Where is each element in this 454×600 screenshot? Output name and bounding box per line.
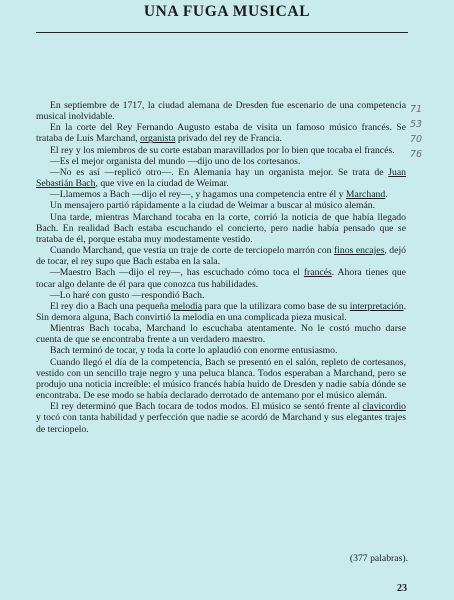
underlined-word: clavicordio (362, 401, 406, 413)
paragraph-text: Mientras Bach tocaba, Marchand lo escuchaba atentamente. No le costó mucho darse cuenta de que se encontraba frente a un verdadero maestro. (36, 323, 406, 346)
paragraph-text: En septiembre de 1717, la ciudad alemana de Dresden fue escenario de una competencia musical inolvidable. (36, 100, 406, 123)
page-number: 23 (397, 583, 407, 594)
paragraph (36, 401, 406, 434)
paragraph-text: . (385, 189, 388, 201)
paragraph (36, 145, 406, 156)
paragraph-text: El rey y los miembros de su corte estaban maravillados por lo bien que tocaba el francés. (50, 144, 395, 156)
paragraph-text: . Ahora tienes que tocar algo delante de él para que conozca tus habilidades. (36, 267, 406, 290)
paragraph (36, 357, 406, 402)
paragraph (36, 345, 406, 356)
paragraph-text: El rey dio a Bach una pequeña (50, 300, 171, 312)
paragraph (36, 200, 406, 211)
paragraph-text: En la corte del Rey Fernando Augusto estaba de visita un famoso músico francés. Se trataba de Luis Marchand, (36, 122, 406, 145)
paragraph (36, 167, 406, 189)
paragraph (36, 100, 406, 122)
paragraph-text: —Lo haré con gusto —respondió Bach. (50, 289, 205, 301)
paragraph (36, 122, 406, 144)
paragraph-text: y tocó con tanta habilidad y perfección que nadie se acordó de Marchand y sus elegantes trajes de terciopelo. (36, 412, 406, 435)
paragraph-text: para que la utilizara como base de su (202, 300, 350, 312)
paragraph (36, 156, 406, 167)
paragraph (36, 301, 406, 323)
title-rule (36, 32, 408, 33)
page-title: UNA FUGA MUSICAL (143, 3, 311, 20)
paragraph-text: privado del rey de Francia. (175, 133, 282, 145)
margin-note-2: 53 (410, 119, 423, 130)
margin-note-4: 76 (410, 149, 423, 160)
underlined-word: organista (140, 133, 176, 145)
paragraph-text: Una tarde, mientras Marchand tocaba en la corte, corrió la noticia de que había llegado Bach. En realidad Bach estaba escuchando el concierto, pero nadie había pensado que se trataba de él, porque estaba muy modestamente vestido. (36, 211, 406, 245)
story-body (36, 100, 406, 435)
margin-note-1: 71 (410, 104, 423, 115)
paragraph (36, 323, 406, 345)
underlined-word: interpretación (349, 300, 404, 312)
paragraph-text: —Es el mejor organista del mundo —dijo uno de los cortesanos. (50, 155, 301, 167)
paragraph-text: —No es así —replicó otro—. En Alemania hay un organista mejor. Se trata de (50, 166, 389, 178)
paragraph-text: . Sin demora alguna, Bach convirtió la melodía en una complicada pieza musical. (36, 300, 406, 323)
paragraph-text: , que vive en la ciudad de Weimar. (95, 178, 229, 190)
paragraph-text: Cuando Marchand, que vestía un traje de corte de terciopelo marrón con (50, 245, 334, 257)
paragraph (36, 212, 406, 245)
underlined-word: melodía (170, 300, 203, 312)
paragraph-text: —Maestro Bach —dijo el rey—, has escuchado cómo toca el (50, 267, 304, 279)
underlined-word: francés (303, 267, 332, 279)
underlined-word: Juan Sebastián Bach (36, 166, 406, 190)
paragraph-text: El rey determinó que Bach tocara de todos modos. El músico se sentó frente al (50, 401, 363, 413)
paragraph (36, 290, 406, 301)
margin-note-3: 70 (410, 134, 423, 145)
underlined-word: Marchand (345, 189, 386, 201)
paragraph-text: , dejó de tocar, el rey supo que Bach estaba en la sala. (36, 245, 406, 268)
word-count: (377 palabras). (349, 553, 408, 564)
paragraph (36, 245, 406, 267)
paragraph (36, 267, 406, 289)
paragraph-text: Cuando llegó el día de la competencia, Bach se presentó en el salón, repleto de cortesanos, vestido con un sencillo traje negro y una peluca blanca. Todos esperaban a Marchand, pero se produjo una noticia increíble: el músico francés había huido de Dresden y nadie sabía dónde se encontraba. De ese modo se había declarado derrotado de antemano por el músico alemán. (36, 356, 406, 402)
paragraph-text: Un mensajero partió rápidamente a la ciudad de Weimar a buscar al músico alemán. (50, 200, 376, 212)
paragraph (36, 189, 406, 200)
paragraph-text: —Llamemos a Bach —dijo el rey—, y hagamos una competencia entre él y (50, 189, 346, 201)
paragraph-text: Bach terminó de tocar, y toda la corte lo aplaudió con enorme entusiasmo. (50, 345, 338, 357)
underlined-word: finos encajes (333, 245, 385, 257)
